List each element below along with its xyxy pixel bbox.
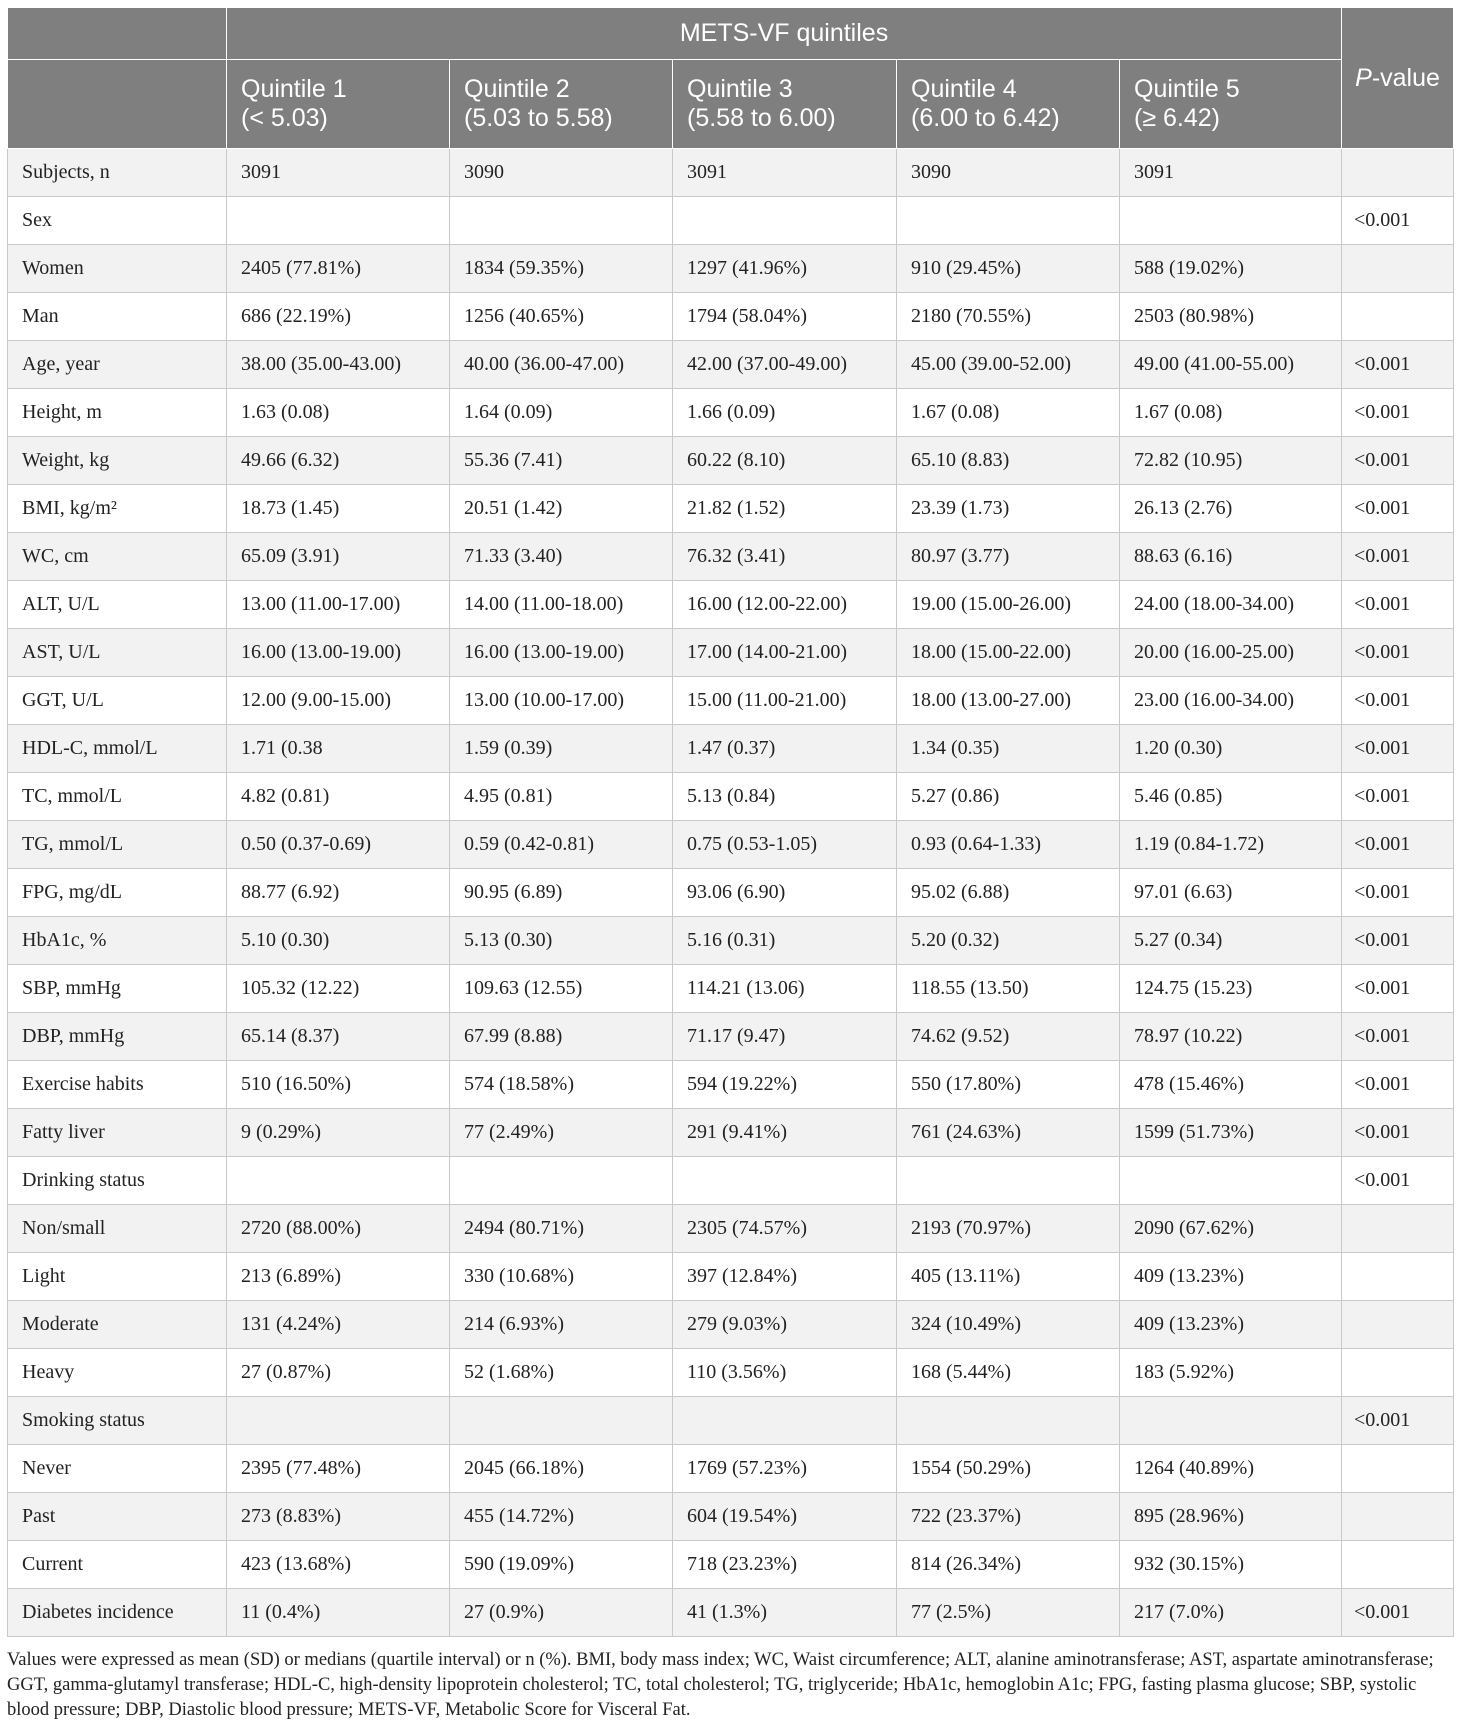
quintile-2-value: 455 (14.72%) bbox=[450, 1493, 673, 1541]
row-label: Diabetes incidence bbox=[8, 1589, 227, 1637]
quintile-3-value: 5.13 (0.84) bbox=[673, 773, 897, 821]
quintile-range: (< 5.03) bbox=[241, 104, 328, 132]
table-row bbox=[8, 773, 1454, 821]
quintile-5-value: 1599 (51.73%) bbox=[1120, 1109, 1342, 1157]
quintile-5-value: 1.19 (0.84-1.72) bbox=[1120, 821, 1342, 869]
quintile-1-value: 65.09 (3.91) bbox=[227, 533, 450, 581]
quintile-range: (6.00 to 6.42) bbox=[911, 104, 1060, 132]
table-row bbox=[8, 389, 1454, 437]
table-row bbox=[8, 1013, 1454, 1061]
quintile-5-value: 5.46 (0.85) bbox=[1120, 773, 1342, 821]
p-value-cell: <0.001 bbox=[1342, 821, 1454, 869]
row-label: SBP, mmHg bbox=[8, 965, 227, 1013]
quintile-4-value bbox=[897, 1157, 1120, 1205]
row-label: Man bbox=[8, 293, 227, 341]
p-value-cell: <0.001 bbox=[1342, 1589, 1454, 1637]
row-label: FPG, mg/dL bbox=[8, 869, 227, 917]
quintile-3-value: 110 (3.56%) bbox=[673, 1349, 897, 1397]
quintile-5-value: 78.97 (10.22) bbox=[1120, 1013, 1342, 1061]
row-label: Never bbox=[8, 1445, 227, 1493]
quintile-1-value: 131 (4.24%) bbox=[227, 1301, 450, 1349]
p-value-cell: <0.001 bbox=[1342, 341, 1454, 389]
quintile-3-value bbox=[673, 1397, 897, 1445]
quintile-2-value: 90.95 (6.89) bbox=[450, 869, 673, 917]
p-value-cell bbox=[1342, 1445, 1454, 1493]
quintile-1-value: 510 (16.50%) bbox=[227, 1061, 450, 1109]
quintile-5-value: 1264 (40.89%) bbox=[1120, 1445, 1342, 1493]
quintile-3-value: 114.21 (13.06) bbox=[673, 965, 897, 1013]
table-row bbox=[8, 1157, 1454, 1205]
quintile-3-value: 76.32 (3.41) bbox=[673, 533, 897, 581]
quintile-name: Quintile 3 bbox=[687, 75, 793, 103]
row-label: Age, year bbox=[8, 341, 227, 389]
quintile-3-value: 291 (9.41%) bbox=[673, 1109, 897, 1157]
table-row bbox=[8, 341, 1454, 389]
quintile-1-value bbox=[227, 197, 450, 245]
quintiles-group-header: METS-VF quintiles bbox=[227, 8, 1342, 60]
quintile-3-value: 17.00 (14.00-21.00) bbox=[673, 629, 897, 677]
quintile-4-value: 168 (5.44%) bbox=[897, 1349, 1120, 1397]
quintile-3-value: 397 (12.84%) bbox=[673, 1253, 897, 1301]
p-value-cell: <0.001 bbox=[1342, 1061, 1454, 1109]
quintile-5-value: 20.00 (16.00-25.00) bbox=[1120, 629, 1342, 677]
quintile-2-value: 55.36 (7.41) bbox=[450, 437, 673, 485]
quintile-5-value: 588 (19.02%) bbox=[1120, 245, 1342, 293]
table-row bbox=[8, 677, 1454, 725]
row-label: Women bbox=[8, 245, 227, 293]
table-row bbox=[8, 1589, 1454, 1637]
table-row bbox=[8, 1253, 1454, 1301]
quintile-3-value: 1297 (41.96%) bbox=[673, 245, 897, 293]
quintile-5-value: 1.20 (0.30) bbox=[1120, 725, 1342, 773]
quintile-4-value: 1.34 (0.35) bbox=[897, 725, 1120, 773]
row-label: Non/small bbox=[8, 1205, 227, 1253]
row-label: AST, U/L bbox=[8, 629, 227, 677]
table-body bbox=[8, 149, 1454, 1637]
quintile-5-header bbox=[1120, 60, 1342, 149]
quintile-1-value bbox=[227, 1157, 450, 1205]
quintile-2-value bbox=[450, 197, 673, 245]
p-value-cell bbox=[1342, 245, 1454, 293]
table-row bbox=[8, 581, 1454, 629]
quintile-3-value bbox=[673, 1157, 897, 1205]
quintile-5-value: 932 (30.15%) bbox=[1120, 1541, 1342, 1589]
p-value-cell: <0.001 bbox=[1342, 581, 1454, 629]
quintile-1-value: 423 (13.68%) bbox=[227, 1541, 450, 1589]
quintile-5-value bbox=[1120, 1397, 1342, 1445]
quintile-1-value: 686 (22.19%) bbox=[227, 293, 450, 341]
table-row bbox=[8, 1205, 1454, 1253]
quintile-2-value: 20.51 (1.42) bbox=[450, 485, 673, 533]
quintile-1-value: 3091 bbox=[227, 149, 450, 197]
table-row bbox=[8, 245, 1454, 293]
quintile-4-value bbox=[897, 197, 1120, 245]
p-value-cell: <0.001 bbox=[1342, 629, 1454, 677]
p-value-header-italic: P bbox=[1355, 63, 1372, 92]
quintile-1-value: 27 (0.87%) bbox=[227, 1349, 450, 1397]
quintile-1-value: 0.50 (0.37-0.69) bbox=[227, 821, 450, 869]
table-row bbox=[8, 1061, 1454, 1109]
quintile-2-value: 214 (6.93%) bbox=[450, 1301, 673, 1349]
quintile-5-value bbox=[1120, 1157, 1342, 1205]
p-value-cell: <0.001 bbox=[1342, 389, 1454, 437]
row-label: HbA1c, % bbox=[8, 917, 227, 965]
row-label: HDL-C, mmol/L bbox=[8, 725, 227, 773]
quintile-4-value: 2193 (70.97%) bbox=[897, 1205, 1120, 1253]
quintile-4-value: 18.00 (15.00-22.00) bbox=[897, 629, 1120, 677]
quintile-1-value: 16.00 (13.00-19.00) bbox=[227, 629, 450, 677]
p-value-cell: <0.001 bbox=[1342, 485, 1454, 533]
quintile-4-value: 18.00 (13.00-27.00) bbox=[897, 677, 1120, 725]
quintile-5-value: 5.27 (0.34) bbox=[1120, 917, 1342, 965]
table-row bbox=[8, 1397, 1454, 1445]
table-row bbox=[8, 821, 1454, 869]
quintile-4-value: 65.10 (8.83) bbox=[897, 437, 1120, 485]
row-label: Current bbox=[8, 1541, 227, 1589]
row-label: Past bbox=[8, 1493, 227, 1541]
quintile-5-value: 1.67 (0.08) bbox=[1120, 389, 1342, 437]
quintile-4-value: 5.27 (0.86) bbox=[897, 773, 1120, 821]
quintile-2-value: 1.59 (0.39) bbox=[450, 725, 673, 773]
table-row bbox=[8, 293, 1454, 341]
p-value-cell: <0.001 bbox=[1342, 773, 1454, 821]
row-label: Fatty liver bbox=[8, 1109, 227, 1157]
quintile-4-value: 910 (29.45%) bbox=[897, 245, 1120, 293]
quintile-4-value: 5.20 (0.32) bbox=[897, 917, 1120, 965]
quintile-2-value: 3090 bbox=[450, 149, 673, 197]
quintile-4-value: 95.02 (6.88) bbox=[897, 869, 1120, 917]
table-row bbox=[8, 437, 1454, 485]
quintile-5-value: 217 (7.0%) bbox=[1120, 1589, 1342, 1637]
quintile-range: (5.03 to 5.58) bbox=[464, 104, 613, 132]
quintile-2-value: 109.63 (12.55) bbox=[450, 965, 673, 1013]
p-value-cell: <0.001 bbox=[1342, 1397, 1454, 1445]
table-row bbox=[8, 533, 1454, 581]
p-value-cell: <0.001 bbox=[1342, 197, 1454, 245]
p-value-cell bbox=[1342, 1301, 1454, 1349]
quintile-2-value: 52 (1.68%) bbox=[450, 1349, 673, 1397]
p-value-cell: <0.001 bbox=[1342, 869, 1454, 917]
quintile-2-value: 14.00 (11.00-18.00) bbox=[450, 581, 673, 629]
table-row bbox=[8, 1109, 1454, 1157]
quintile-1-value: 273 (8.83%) bbox=[227, 1493, 450, 1541]
quintile-3-header bbox=[673, 60, 897, 149]
quintile-1-value: 9 (0.29%) bbox=[227, 1109, 450, 1157]
quintile-3-value: 604 (19.54%) bbox=[673, 1493, 897, 1541]
quintile-4-value: 3090 bbox=[897, 149, 1120, 197]
quintile-3-value: 42.00 (37.00-49.00) bbox=[673, 341, 897, 389]
quintile-2-value: 27 (0.9%) bbox=[450, 1589, 673, 1637]
quintile-5-value: 895 (28.96%) bbox=[1120, 1493, 1342, 1541]
quintile-4-header bbox=[897, 60, 1120, 149]
table-footnote: Values were expressed as mean (SD) or medians (quartile interval) or n (%). BMI, body mass index; WC, Waist circumference; ALT, alanine aminotransferase; AST, aspartate aminotransferase; GGT, gamma-glutamyl transferase; HDL-C, high-density lipoprotein cholesterol; TC, total cholesterol; TG, triglyceride; HbA1c, hemoglobin A1c; FPG, fasting plasma glucose; SBP, systolic blood pressure; DBP, Diastolic blood pressure; METS-VF, Metabolic Score for Visceral Fat. bbox=[7, 1650, 1434, 1720]
quintile-3-value: 60.22 (8.10) bbox=[673, 437, 897, 485]
quintile-4-value: 1.67 (0.08) bbox=[897, 389, 1120, 437]
quintile-1-value: 5.10 (0.30) bbox=[227, 917, 450, 965]
table-row bbox=[8, 629, 1454, 677]
p-value-header bbox=[1342, 8, 1454, 149]
table-row bbox=[8, 917, 1454, 965]
quintile-1-value: 12.00 (9.00-15.00) bbox=[227, 677, 450, 725]
p-value-cell: <0.001 bbox=[1342, 677, 1454, 725]
table-row bbox=[8, 149, 1454, 197]
quintile-range: (≥ 6.42) bbox=[1134, 104, 1220, 132]
quintile-3-value: 21.82 (1.52) bbox=[673, 485, 897, 533]
header-row-group bbox=[8, 8, 1454, 60]
quintile-5-value: 183 (5.92%) bbox=[1120, 1349, 1342, 1397]
row-label: Exercise habits bbox=[8, 1061, 227, 1109]
quintile-4-value: 77 (2.5%) bbox=[897, 1589, 1120, 1637]
quintile-name: Quintile 4 bbox=[911, 75, 1017, 103]
quintile-4-value: 80.97 (3.77) bbox=[897, 533, 1120, 581]
table-row bbox=[8, 1301, 1454, 1349]
quintile-1-value: 2720 (88.00%) bbox=[227, 1205, 450, 1253]
quintile-5-value: 23.00 (16.00-34.00) bbox=[1120, 677, 1342, 725]
quintile-5-value: 2090 (67.62%) bbox=[1120, 1205, 1342, 1253]
table-row bbox=[8, 869, 1454, 917]
quintile-5-value: 124.75 (15.23) bbox=[1120, 965, 1342, 1013]
quintile-2-value: 16.00 (13.00-19.00) bbox=[450, 629, 673, 677]
quintile-4-value: 19.00 (15.00-26.00) bbox=[897, 581, 1120, 629]
quintile-3-value: 15.00 (11.00-21.00) bbox=[673, 677, 897, 725]
quintile-4-value bbox=[897, 1397, 1120, 1445]
p-value-cell: <0.001 bbox=[1342, 725, 1454, 773]
quintile-4-value: 550 (17.80%) bbox=[897, 1061, 1120, 1109]
quintile-4-value: 324 (10.49%) bbox=[897, 1301, 1120, 1349]
quintile-5-value: 72.82 (10.95) bbox=[1120, 437, 1342, 485]
quintile-1-value: 88.77 (6.92) bbox=[227, 869, 450, 917]
quintile-2-value: 0.59 (0.42-0.81) bbox=[450, 821, 673, 869]
row-label: Sex bbox=[8, 197, 227, 245]
quintile-1-value bbox=[227, 1397, 450, 1445]
row-label: Heavy bbox=[8, 1349, 227, 1397]
quintile-3-value: 1769 (57.23%) bbox=[673, 1445, 897, 1493]
quintile-5-value: 2503 (80.98%) bbox=[1120, 293, 1342, 341]
p-value-cell bbox=[1342, 1205, 1454, 1253]
quintile-2-value bbox=[450, 1397, 673, 1445]
quintile-3-value: 3091 bbox=[673, 149, 897, 197]
quintile-3-value: 2305 (74.57%) bbox=[673, 1205, 897, 1253]
quintile-4-value: 74.62 (9.52) bbox=[897, 1013, 1120, 1061]
quintile-4-value: 814 (26.34%) bbox=[897, 1541, 1120, 1589]
row-label: Height, m bbox=[8, 389, 227, 437]
quintile-2-value: 574 (18.58%) bbox=[450, 1061, 673, 1109]
p-value-cell: <0.001 bbox=[1342, 437, 1454, 485]
quintile-4-value: 761 (24.63%) bbox=[897, 1109, 1120, 1157]
table-row bbox=[8, 485, 1454, 533]
p-value-cell bbox=[1342, 149, 1454, 197]
quintile-2-value: 1834 (59.35%) bbox=[450, 245, 673, 293]
p-value-cell: <0.001 bbox=[1342, 1013, 1454, 1061]
quintile-2-value: 13.00 (10.00-17.00) bbox=[450, 677, 673, 725]
quintile-1-header bbox=[227, 60, 450, 149]
table-header bbox=[8, 8, 1454, 149]
header-empty-cell bbox=[8, 60, 227, 149]
quintile-2-value bbox=[450, 1157, 673, 1205]
quintile-5-value bbox=[1120, 197, 1342, 245]
quintile-5-value: 26.13 (2.76) bbox=[1120, 485, 1342, 533]
table-row bbox=[8, 1541, 1454, 1589]
p-value-cell bbox=[1342, 1493, 1454, 1541]
p-value-cell: <0.001 bbox=[1342, 1157, 1454, 1205]
quintile-3-value: 1.66 (0.09) bbox=[673, 389, 897, 437]
table-row bbox=[8, 197, 1454, 245]
quintile-5-value: 24.00 (18.00-34.00) bbox=[1120, 581, 1342, 629]
row-label: WC, cm bbox=[8, 533, 227, 581]
quintile-2-value: 67.99 (8.88) bbox=[450, 1013, 673, 1061]
quintile-3-value: 41 (1.3%) bbox=[673, 1589, 897, 1637]
row-label: TC, mmol/L bbox=[8, 773, 227, 821]
p-value-cell: <0.001 bbox=[1342, 917, 1454, 965]
quintile-2-value: 590 (19.09%) bbox=[450, 1541, 673, 1589]
quintile-3-value: 1794 (58.04%) bbox=[673, 293, 897, 341]
quintile-3-value: 5.16 (0.31) bbox=[673, 917, 897, 965]
quintile-name: Quintile 1 bbox=[241, 75, 347, 103]
table-row bbox=[8, 965, 1454, 1013]
quintile-3-value: 71.17 (9.47) bbox=[673, 1013, 897, 1061]
quintile-1-value: 38.00 (35.00-43.00) bbox=[227, 341, 450, 389]
quintile-1-value: 49.66 (6.32) bbox=[227, 437, 450, 485]
row-label: Drinking status bbox=[8, 1157, 227, 1205]
quintile-3-value: 594 (19.22%) bbox=[673, 1061, 897, 1109]
quintile-1-value: 1.63 (0.08) bbox=[227, 389, 450, 437]
quintile-5-value: 97.01 (6.63) bbox=[1120, 869, 1342, 917]
baseline-characteristics-table bbox=[7, 7, 1454, 1637]
row-label: Weight, kg bbox=[8, 437, 227, 485]
row-label: TG, mmol/L bbox=[8, 821, 227, 869]
quintile-5-value: 409 (13.23%) bbox=[1120, 1253, 1342, 1301]
quintile-3-value bbox=[673, 197, 897, 245]
quintile-1-value: 18.73 (1.45) bbox=[227, 485, 450, 533]
quintile-4-value: 23.39 (1.73) bbox=[897, 485, 1120, 533]
quintile-2-value: 77 (2.49%) bbox=[450, 1109, 673, 1157]
quintile-3-value: 0.75 (0.53-1.05) bbox=[673, 821, 897, 869]
quintile-5-value: 478 (15.46%) bbox=[1120, 1061, 1342, 1109]
row-label: ALT, U/L bbox=[8, 581, 227, 629]
header-empty-cell bbox=[8, 8, 227, 60]
table-row bbox=[8, 1493, 1454, 1541]
quintile-2-value: 4.95 (0.81) bbox=[450, 773, 673, 821]
quintile-4-value: 2180 (70.55%) bbox=[897, 293, 1120, 341]
row-label: Moderate bbox=[8, 1301, 227, 1349]
quintile-1-value: 105.32 (12.22) bbox=[227, 965, 450, 1013]
quintile-2-value: 1.64 (0.09) bbox=[450, 389, 673, 437]
quintile-3-value: 718 (23.23%) bbox=[673, 1541, 897, 1589]
row-label: GGT, U/L bbox=[8, 677, 227, 725]
p-value-cell: <0.001 bbox=[1342, 1109, 1454, 1157]
quintile-1-value: 1.71 (0.38 bbox=[227, 725, 450, 773]
quintile-5-value: 88.63 (6.16) bbox=[1120, 533, 1342, 581]
quintile-1-value: 4.82 (0.81) bbox=[227, 773, 450, 821]
quintile-2-value: 5.13 (0.30) bbox=[450, 917, 673, 965]
quintile-1-value: 2395 (77.48%) bbox=[227, 1445, 450, 1493]
quintile-2-value: 2494 (80.71%) bbox=[450, 1205, 673, 1253]
quintile-2-value: 1256 (40.65%) bbox=[450, 293, 673, 341]
p-value-cell bbox=[1342, 1253, 1454, 1301]
quintile-3-value: 279 (9.03%) bbox=[673, 1301, 897, 1349]
quintile-1-value: 2405 (77.81%) bbox=[227, 245, 450, 293]
quintile-5-value: 3091 bbox=[1120, 149, 1342, 197]
table-row bbox=[8, 1445, 1454, 1493]
row-label: Smoking status bbox=[8, 1397, 227, 1445]
quintile-2-value: 40.00 (36.00-47.00) bbox=[450, 341, 673, 389]
quintile-3-value: 93.06 (6.90) bbox=[673, 869, 897, 917]
quintile-4-value: 0.93 (0.64-1.33) bbox=[897, 821, 1120, 869]
quintile-4-value: 405 (13.11%) bbox=[897, 1253, 1120, 1301]
p-value-cell bbox=[1342, 293, 1454, 341]
quintile-1-value: 213 (6.89%) bbox=[227, 1253, 450, 1301]
row-label: Light bbox=[8, 1253, 227, 1301]
quintile-4-value: 45.00 (39.00-52.00) bbox=[897, 341, 1120, 389]
p-value-cell bbox=[1342, 1541, 1454, 1589]
quintile-name: Quintile 5 bbox=[1134, 75, 1240, 103]
quintile-2-value: 2045 (66.18%) bbox=[450, 1445, 673, 1493]
quintile-1-value: 65.14 (8.37) bbox=[227, 1013, 450, 1061]
header-row-quintiles bbox=[8, 60, 1454, 149]
quintile-5-value: 409 (13.23%) bbox=[1120, 1301, 1342, 1349]
table-row bbox=[8, 725, 1454, 773]
p-value-cell bbox=[1342, 1349, 1454, 1397]
row-label: DBP, mmHg bbox=[8, 1013, 227, 1061]
quintile-2-value: 71.33 (3.40) bbox=[450, 533, 673, 581]
quintile-5-value: 49.00 (41.00-55.00) bbox=[1120, 341, 1342, 389]
p-value-cell: <0.001 bbox=[1342, 965, 1454, 1013]
quintile-4-value: 722 (23.37%) bbox=[897, 1493, 1120, 1541]
quintile-4-value: 1554 (50.29%) bbox=[897, 1445, 1120, 1493]
p-value-cell: <0.001 bbox=[1342, 533, 1454, 581]
quintile-4-value: 118.55 (13.50) bbox=[897, 965, 1120, 1013]
quintile-3-value: 16.00 (12.00-22.00) bbox=[673, 581, 897, 629]
quintile-1-value: 11 (0.4%) bbox=[227, 1589, 450, 1637]
quintile-2-value: 330 (10.68%) bbox=[450, 1253, 673, 1301]
baseline-characteristics-table-wrapper bbox=[7, 7, 1453, 1637]
quintile-2-header bbox=[450, 60, 673, 149]
quintile-1-value: 13.00 (11.00-17.00) bbox=[227, 581, 450, 629]
p-value-header-rest: -value bbox=[1371, 63, 1440, 92]
quintile-range: (5.58 to 6.00) bbox=[687, 104, 836, 132]
quintile-name: Quintile 2 bbox=[464, 75, 570, 103]
table-row bbox=[8, 1349, 1454, 1397]
row-label: Subjects, n bbox=[8, 149, 227, 197]
quintile-3-value: 1.47 (0.37) bbox=[673, 725, 897, 773]
row-label: BMI, kg/m² bbox=[8, 485, 227, 533]
